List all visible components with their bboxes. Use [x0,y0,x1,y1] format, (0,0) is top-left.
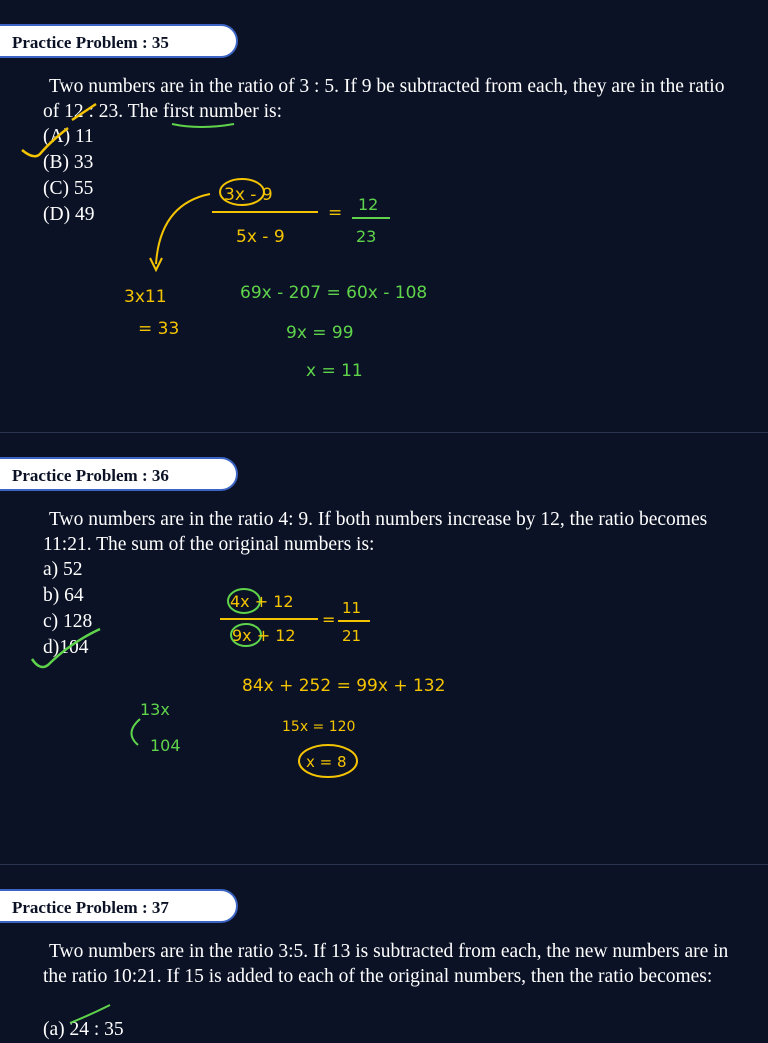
equals-sign: = [328,203,343,223]
fraction-numerator: 3x - 9 [224,185,273,205]
check-mark-icon [70,1005,110,1023]
fraction-denominator: 5x - 9 [236,227,285,247]
option-b[interactable]: b) 64 [43,585,84,606]
rhs-numerator: 11 [342,599,362,617]
fraction-numerator: 4x + 12 [230,592,294,611]
handwritten-work [0,0,768,432]
handwritten-work [0,433,768,865]
rhs-numerator: 12 [358,195,379,214]
problem-header: Practice Problem : 37 [0,889,238,923]
check-mark-icon [22,128,68,156]
question-text: Two numbers are in the ratio 3:5. If 13 is subtracted from each, the new numbers are in the ratio 10:21. If 15 is added to each of the original numbers, then the ratio becomes: [43,941,729,987]
fraction-denominator: 9x + 12 [232,626,296,645]
option-c[interactable]: (C) 55 [43,178,94,199]
step-3: x = 11 [306,361,363,381]
check-mark-icon [32,629,100,667]
step-1: 69x - 207 = 60x - 108 [240,283,428,303]
equals-sign: = [322,610,336,629]
strike-mark [72,104,96,120]
option-a[interactable]: a) 52 [43,559,83,580]
rhs-denominator: 23 [356,227,377,246]
underline-mark [172,124,234,127]
side-calc-1: 3x11 [124,287,167,307]
option-d[interactable]: d)104 [43,637,89,658]
step-2: 9x = 99 [286,323,354,343]
problem-35-slide [0,0,768,432]
step-3: x = 8 [306,753,347,771]
option-d[interactable]: (D) 49 [43,204,95,225]
option-a[interactable]: (a) 24 : 35 [43,1019,124,1040]
option-b[interactable]: (B) 33 [43,152,94,173]
question-text: Two numbers are in the ratio of 3 : 5. If 9 be subtracted from each, they are in the ratio of 12 : 23. The first number is: [43,76,725,122]
option-c[interactable]: c) 128 [43,611,93,632]
problem-header: Practice Problem : 35 [0,24,238,58]
option-a[interactable]: (A) 11 [43,126,94,147]
problem-36-slide [0,432,768,865]
arrow-curve [156,194,210,264]
arrow-curve [131,719,140,745]
handwritten-work [0,865,768,1025]
problem-header: Practice Problem : 36 [0,457,238,491]
side-calc-2: = 33 [138,319,180,339]
problem-37-slide [0,864,768,1040]
question-text: Two numbers are in the ratio 4: 9. If both numbers increase by 12, the ratio becomes 11:21. The sum of the original numbers is: [43,509,708,555]
step-2: 15x = 120 [282,719,356,735]
rhs-denominator: 21 [342,627,362,645]
side-calc-2: 104 [150,736,181,755]
step-1: 84x + 252 = 99x + 132 [242,676,446,696]
side-calc-1: 13x [140,700,170,719]
